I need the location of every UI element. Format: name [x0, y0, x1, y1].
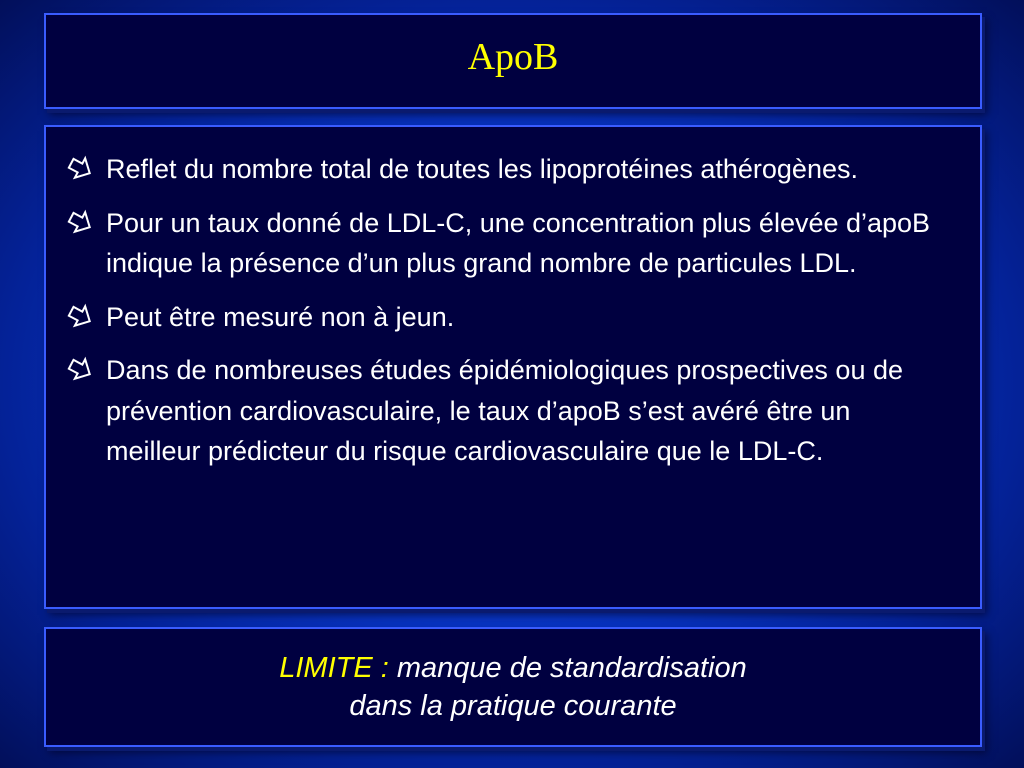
bullet-text: Peut être mesuré non à jeun.	[106, 301, 455, 332]
footer-line-1	[279, 649, 747, 687]
hollow-arrow-icon	[64, 203, 96, 243]
bullet-text: Pour un taux donné de LDL-C, une concentration plus élevée d’apoB indique la présence d’un plus grand nombre de particules LDL.	[106, 207, 931, 278]
bullet-item	[64, 350, 950, 472]
footer-line-2: dans la pratique courante	[349, 690, 677, 722]
bullet-text: Reflet du nombre total de toutes les lipoprotéines athérogènes.	[106, 154, 858, 184]
content-panel	[44, 125, 982, 609]
hollow-arrow-icon	[64, 350, 96, 390]
slide-title: ApoB	[467, 36, 559, 78]
limite-label: LIMITE :	[279, 652, 389, 684]
footer-text-1: manque de standardisation	[388, 652, 747, 684]
bullet-item	[64, 149, 950, 190]
footer-panel	[44, 627, 982, 747]
bullet-text: Dans de nombreuses études épidémiologiques prospectives ou de prévention cardiovasculaire, le taux d’apoB s’est avéré être un meilleur prédicteur du risque cardiovasculaire que le LDL-C.	[106, 355, 904, 466]
bullet-item	[64, 203, 950, 284]
hollow-arrow-icon	[64, 149, 96, 189]
hollow-arrow-icon	[64, 297, 96, 337]
bullet-item	[64, 297, 950, 338]
title-panel	[44, 13, 982, 109]
